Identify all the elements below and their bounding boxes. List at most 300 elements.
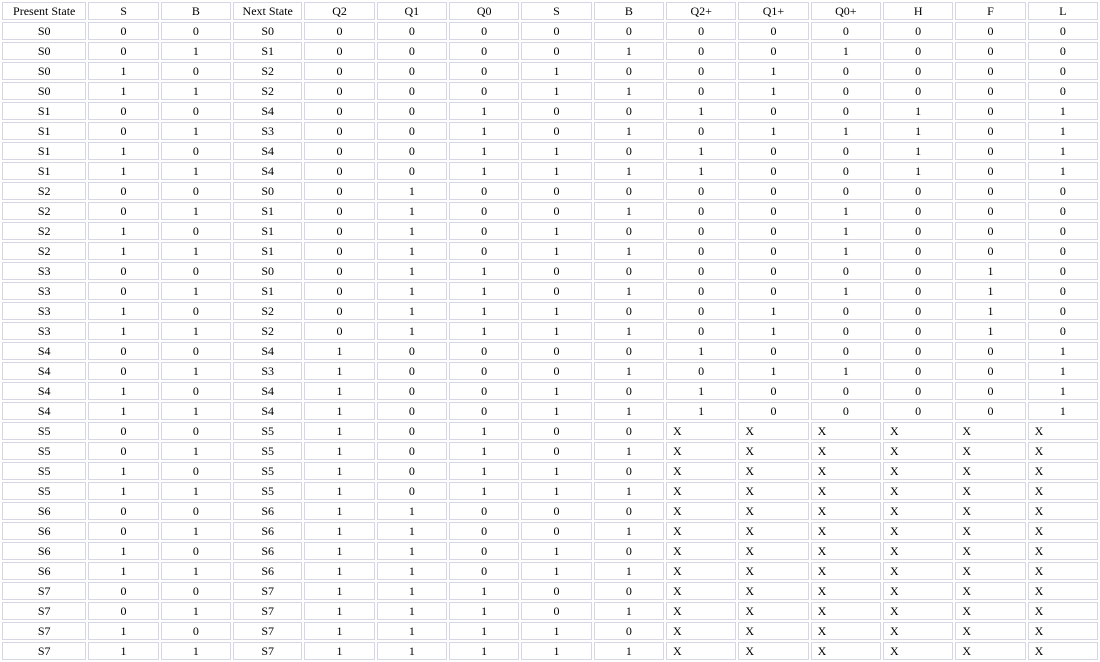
table-cell: S2 <box>2 242 86 260</box>
table-row <box>2 642 1098 660</box>
table-cell: 0 <box>883 242 953 260</box>
table-cell: S7 <box>233 602 302 620</box>
table-cell: X <box>883 482 953 500</box>
table-cell: 0 <box>883 182 953 200</box>
table-cell: S4 <box>233 102 302 120</box>
table-cell: X <box>666 422 736 440</box>
table-cell: 0 <box>377 362 447 380</box>
table-cell: 0 <box>449 42 519 60</box>
table-cell: 1 <box>594 402 664 420</box>
table-cell: 1 <box>88 162 158 180</box>
table-cell: 0 <box>955 122 1025 140</box>
table-cell: 1 <box>161 482 231 500</box>
table-cell: 1 <box>88 482 158 500</box>
table-cell: 0 <box>811 342 881 360</box>
table-cell: 0 <box>304 322 374 340</box>
table-cell: 1 <box>594 122 664 140</box>
table-cell: 0 <box>738 102 808 120</box>
table-cell: X <box>738 622 808 640</box>
table-cell: X <box>811 462 881 480</box>
table-cell: 0 <box>88 442 158 460</box>
table-cell: X <box>811 582 881 600</box>
table-cell: 1 <box>377 202 447 220</box>
table-cell: 0 <box>449 22 519 40</box>
table-cell: 1 <box>304 602 374 620</box>
table-cell: 0 <box>883 322 953 340</box>
table-cell: S6 <box>233 542 302 560</box>
table-cell: X <box>738 462 808 480</box>
table-cell: 0 <box>304 202 374 220</box>
table-cell: X <box>883 522 953 540</box>
table-cell: X <box>811 642 881 660</box>
table-cell: 0 <box>161 542 231 560</box>
table-cell: S0 <box>233 262 302 280</box>
table-cell: S5 <box>233 482 302 500</box>
table-cell: 0 <box>88 282 158 300</box>
column-header: Q2+ <box>666 2 736 20</box>
table-cell: 0 <box>955 402 1025 420</box>
table-cell: 1 <box>666 102 736 120</box>
table-cell: S0 <box>2 62 86 80</box>
table-cell: S2 <box>2 202 86 220</box>
table-cell: 0 <box>666 122 736 140</box>
table-cell: X <box>738 422 808 440</box>
table-cell: X <box>811 622 881 640</box>
table-cell: 0 <box>377 42 447 60</box>
table-cell: 1 <box>738 82 808 100</box>
table-row <box>2 42 1098 60</box>
table-cell: 0 <box>955 202 1025 220</box>
table-cell: 1 <box>666 342 736 360</box>
table-row <box>2 162 1098 180</box>
table-cell: 1 <box>88 322 158 340</box>
table-cell: X <box>1028 462 1098 480</box>
table-cell: 1 <box>1028 122 1098 140</box>
table-cell: 0 <box>88 362 158 380</box>
table-cell: 1 <box>161 82 231 100</box>
table-cell: 1 <box>304 382 374 400</box>
table-cell: 0 <box>304 262 374 280</box>
table-cell: 1 <box>304 422 374 440</box>
table-cell: 0 <box>521 202 591 220</box>
table-cell: X <box>955 482 1025 500</box>
table-cell: 1 <box>304 442 374 460</box>
table-cell: 0 <box>304 222 374 240</box>
table-cell: 1 <box>304 482 374 500</box>
table-row <box>2 142 1098 160</box>
table-row <box>2 82 1098 100</box>
table-cell: 1 <box>161 202 231 220</box>
table-cell: X <box>666 482 736 500</box>
table-cell: 0 <box>161 102 231 120</box>
table-cell: X <box>666 602 736 620</box>
table-cell: S4 <box>2 402 86 420</box>
table-row <box>2 562 1098 580</box>
table-cell: S2 <box>2 222 86 240</box>
table-cell: 0 <box>88 102 158 120</box>
table-cell: X <box>883 442 953 460</box>
table-cell: 1 <box>521 142 591 160</box>
table-cell: S3 <box>2 262 86 280</box>
table-cell: 0 <box>955 242 1025 260</box>
table-cell: 1 <box>88 542 158 560</box>
table-cell: 1 <box>88 302 158 320</box>
table-cell: 0 <box>666 222 736 240</box>
table-cell: S4 <box>233 382 302 400</box>
table-cell: 0 <box>161 622 231 640</box>
table-cell: 1 <box>883 122 953 140</box>
table-cell: 1 <box>161 522 231 540</box>
table-cell: 1 <box>1028 402 1098 420</box>
table-cell: 1 <box>594 322 664 340</box>
table-row <box>2 542 1098 560</box>
table-cell: 0 <box>883 362 953 380</box>
table-cell: 0 <box>1028 82 1098 100</box>
table-cell: S3 <box>2 282 86 300</box>
table-cell: 1 <box>594 82 664 100</box>
table-cell: 1 <box>594 442 664 460</box>
table-cell: 1 <box>521 562 591 580</box>
table-cell: S0 <box>2 22 86 40</box>
table-cell: 1 <box>594 242 664 260</box>
table-cell: X <box>1028 602 1098 620</box>
table-cell: 0 <box>161 302 231 320</box>
table-cell: S6 <box>233 522 302 540</box>
table-cell: 1 <box>377 502 447 520</box>
table-cell: 0 <box>161 342 231 360</box>
table-cell: 1 <box>377 262 447 280</box>
table-cell: 1 <box>377 182 447 200</box>
table-cell: 1 <box>377 622 447 640</box>
table-cell: X <box>666 462 736 480</box>
table-cell: S7 <box>2 582 86 600</box>
table-cell: 0 <box>304 62 374 80</box>
table-cell: 0 <box>738 282 808 300</box>
table-cell: 1 <box>377 302 447 320</box>
table-row <box>2 622 1098 640</box>
table-cell: X <box>666 442 736 460</box>
table-cell: 0 <box>811 402 881 420</box>
table-cell: 0 <box>955 82 1025 100</box>
table-cell: 0 <box>304 282 374 300</box>
table-cell: 0 <box>161 422 231 440</box>
table-cell: 0 <box>666 202 736 220</box>
table-cell: 1 <box>594 362 664 380</box>
table-cell: 0 <box>1028 42 1098 60</box>
table-row <box>2 22 1098 40</box>
table-cell: 0 <box>883 222 953 240</box>
table-cell: 0 <box>377 122 447 140</box>
table-cell: 0 <box>594 182 664 200</box>
table-cell: 0 <box>666 182 736 200</box>
table-cell: 1 <box>88 382 158 400</box>
table-cell: 0 <box>88 602 158 620</box>
table-cell: 0 <box>377 342 447 360</box>
table-cell: 0 <box>594 262 664 280</box>
table-cell: 0 <box>88 342 158 360</box>
table-cell: 0 <box>594 622 664 640</box>
table-cell: 0 <box>88 22 158 40</box>
table-cell: 0 <box>521 502 591 520</box>
table-cell: 0 <box>594 102 664 120</box>
table-cell: 1 <box>161 162 231 180</box>
table-cell: 1 <box>304 582 374 600</box>
column-header: Q0 <box>449 2 519 20</box>
table-cell: 1 <box>883 162 953 180</box>
table-cell: 0 <box>666 262 736 280</box>
table-cell: X <box>955 642 1025 660</box>
table-cell: 1 <box>1028 342 1098 360</box>
table-cell: 1 <box>377 542 447 560</box>
table-cell: 1 <box>304 642 374 660</box>
table-cell: X <box>1028 422 1098 440</box>
table-cell: 0 <box>883 82 953 100</box>
table-cell: 0 <box>666 42 736 60</box>
table-cell: 0 <box>666 362 736 380</box>
table-cell: 0 <box>811 302 881 320</box>
table-cell: 0 <box>811 382 881 400</box>
table-cell: 0 <box>955 42 1025 60</box>
table-cell: 0 <box>521 342 591 360</box>
table-cell: 1 <box>377 242 447 260</box>
table-cell: 1 <box>521 322 591 340</box>
table-cell: X <box>1028 442 1098 460</box>
table-cell: 1 <box>738 322 808 340</box>
table-cell: 1 <box>738 122 808 140</box>
table-cell: S3 <box>2 302 86 320</box>
table-cell: 0 <box>304 142 374 160</box>
table-cell: X <box>955 562 1025 580</box>
table-cell: 0 <box>883 22 953 40</box>
table-row <box>2 422 1098 440</box>
table-cell: 0 <box>738 342 808 360</box>
table-cell: S2 <box>233 322 302 340</box>
table-cell: 1 <box>955 282 1025 300</box>
table-cell: 1 <box>377 222 447 240</box>
table-cell: 0 <box>738 42 808 60</box>
table-cell: 0 <box>594 342 664 360</box>
table-cell: S5 <box>2 442 86 460</box>
table-cell: 0 <box>521 182 591 200</box>
table-cell: 0 <box>666 302 736 320</box>
table-cell: 0 <box>449 542 519 560</box>
table-cell: 0 <box>738 142 808 160</box>
table-cell: 1 <box>594 282 664 300</box>
table-row <box>2 242 1098 260</box>
table-cell: 1 <box>666 382 736 400</box>
table-cell: 1 <box>811 362 881 380</box>
table-cell: S5 <box>233 442 302 460</box>
table-cell: 1 <box>449 122 519 140</box>
table-cell: 1 <box>449 482 519 500</box>
table-cell: 0 <box>449 342 519 360</box>
table-cell: 0 <box>594 62 664 80</box>
table-cell: 0 <box>88 502 158 520</box>
table-cell: 1 <box>738 302 808 320</box>
table-cell: 0 <box>594 382 664 400</box>
table-cell: 1 <box>377 522 447 540</box>
table-cell: S4 <box>233 142 302 160</box>
column-header: S <box>521 2 591 20</box>
table-cell: 1 <box>521 462 591 480</box>
table-cell: 0 <box>955 22 1025 40</box>
table-cell: 1 <box>521 82 591 100</box>
table-row <box>2 102 1098 120</box>
table-cell: 0 <box>738 202 808 220</box>
table-cell: S3 <box>233 122 302 140</box>
table-cell: 0 <box>304 242 374 260</box>
table-cell: X <box>738 482 808 500</box>
table-cell: 1 <box>304 542 374 560</box>
table-cell: 0 <box>161 262 231 280</box>
table-cell: 1 <box>883 102 953 120</box>
table-cell: 0 <box>304 162 374 180</box>
table-cell: 0 <box>666 282 736 300</box>
table-cell: S1 <box>2 122 86 140</box>
table-cell: 1 <box>161 242 231 260</box>
table-cell: 0 <box>811 82 881 100</box>
table-cell: 0 <box>521 442 591 460</box>
table-cell: 1 <box>521 382 591 400</box>
table-cell: X <box>811 422 881 440</box>
table-cell: 0 <box>594 142 664 160</box>
table-cell: 0 <box>304 42 374 60</box>
table-cell: 0 <box>811 322 881 340</box>
table-cell: 0 <box>1028 62 1098 80</box>
table-row <box>2 602 1098 620</box>
table-cell: 0 <box>161 502 231 520</box>
table-cell: X <box>738 442 808 460</box>
table-cell: 1 <box>161 362 231 380</box>
column-header: F <box>955 2 1025 20</box>
table-cell: X <box>666 522 736 540</box>
table-cell: 0 <box>883 342 953 360</box>
table-cell: 0 <box>883 262 953 280</box>
table-cell: S1 <box>233 202 302 220</box>
table-cell: 0 <box>521 102 591 120</box>
table-cell: 0 <box>377 482 447 500</box>
table-cell: X <box>666 562 736 580</box>
table-cell: 0 <box>449 402 519 420</box>
table-cell: 0 <box>1028 222 1098 240</box>
table-cell: 0 <box>955 62 1025 80</box>
table-cell: 0 <box>377 82 447 100</box>
table-cell: X <box>738 542 808 560</box>
table-cell: S4 <box>2 382 86 400</box>
table-cell: S1 <box>233 242 302 260</box>
table-cell: 1 <box>666 142 736 160</box>
table-cell: S6 <box>2 562 86 580</box>
table-cell: 1 <box>304 502 374 520</box>
table-cell: 1 <box>594 162 664 180</box>
table-cell: 0 <box>377 22 447 40</box>
table-cell: X <box>1028 522 1098 540</box>
table-cell: 1 <box>1028 382 1098 400</box>
table-cell: 1 <box>304 462 374 480</box>
table-cell: 0 <box>377 382 447 400</box>
table-cell: S6 <box>233 562 302 580</box>
table-cell: 0 <box>377 162 447 180</box>
table-cell: 0 <box>161 62 231 80</box>
table-cell: 1 <box>449 582 519 600</box>
table-cell: S4 <box>233 342 302 360</box>
table-cell: S7 <box>233 582 302 600</box>
table-cell: 1 <box>88 62 158 80</box>
table-cell: 0 <box>738 182 808 200</box>
table-cell: 0 <box>594 222 664 240</box>
table-row <box>2 362 1098 380</box>
table-cell: 0 <box>449 82 519 100</box>
table-cell: X <box>955 422 1025 440</box>
table-cell: X <box>738 642 808 660</box>
table-row <box>2 322 1098 340</box>
table-cell: X <box>666 582 736 600</box>
table-cell: 0 <box>521 282 591 300</box>
table-cell: 1 <box>304 522 374 540</box>
table-cell: X <box>1028 502 1098 520</box>
table-cell: 1 <box>88 462 158 480</box>
table-cell: X <box>955 462 1025 480</box>
table-cell: 0 <box>88 42 158 60</box>
table-cell: 1 <box>449 642 519 660</box>
table-cell: X <box>1028 582 1098 600</box>
table-cell: 0 <box>955 162 1025 180</box>
table-row <box>2 122 1098 140</box>
table-cell: 0 <box>883 62 953 80</box>
column-header: B <box>161 2 231 20</box>
table-cell: 1 <box>88 82 158 100</box>
table-cell: S2 <box>233 302 302 320</box>
table-cell: S1 <box>2 102 86 120</box>
table-cell: 1 <box>449 262 519 280</box>
table-cell: 1 <box>811 242 881 260</box>
table-cell: X <box>738 562 808 580</box>
column-header: Present State <box>2 2 86 20</box>
table-cell: 0 <box>666 62 736 80</box>
table-cell: 0 <box>377 462 447 480</box>
table-cell: 1 <box>161 562 231 580</box>
table-cell: X <box>666 502 736 520</box>
table-cell: 1 <box>594 482 664 500</box>
table-cell: 0 <box>304 302 374 320</box>
table-cell: S1 <box>2 142 86 160</box>
table-cell: 0 <box>377 422 447 440</box>
table-cell: S7 <box>2 602 86 620</box>
table-cell: 1 <box>521 542 591 560</box>
table-cell: 1 <box>88 142 158 160</box>
table-cell: 0 <box>666 242 736 260</box>
table-cell: 1 <box>88 222 158 240</box>
table-cell: 0 <box>304 182 374 200</box>
table-cell: 1 <box>88 562 158 580</box>
table-cell: 0 <box>449 382 519 400</box>
table-cell: X <box>883 642 953 660</box>
table-cell: X <box>883 602 953 620</box>
table-cell: S5 <box>2 422 86 440</box>
table-cell: 0 <box>88 422 158 440</box>
table-cell: 0 <box>811 142 881 160</box>
table-cell: X <box>955 502 1025 520</box>
table-cell: 0 <box>955 222 1025 240</box>
table-cell: X <box>738 522 808 540</box>
table-cell: 0 <box>666 82 736 100</box>
table-cell: 0 <box>811 182 881 200</box>
table-cell: 0 <box>449 202 519 220</box>
table-row <box>2 522 1098 540</box>
table-cell: 0 <box>666 22 736 40</box>
table-cell: 1 <box>955 302 1025 320</box>
table-cell: 1 <box>449 102 519 120</box>
